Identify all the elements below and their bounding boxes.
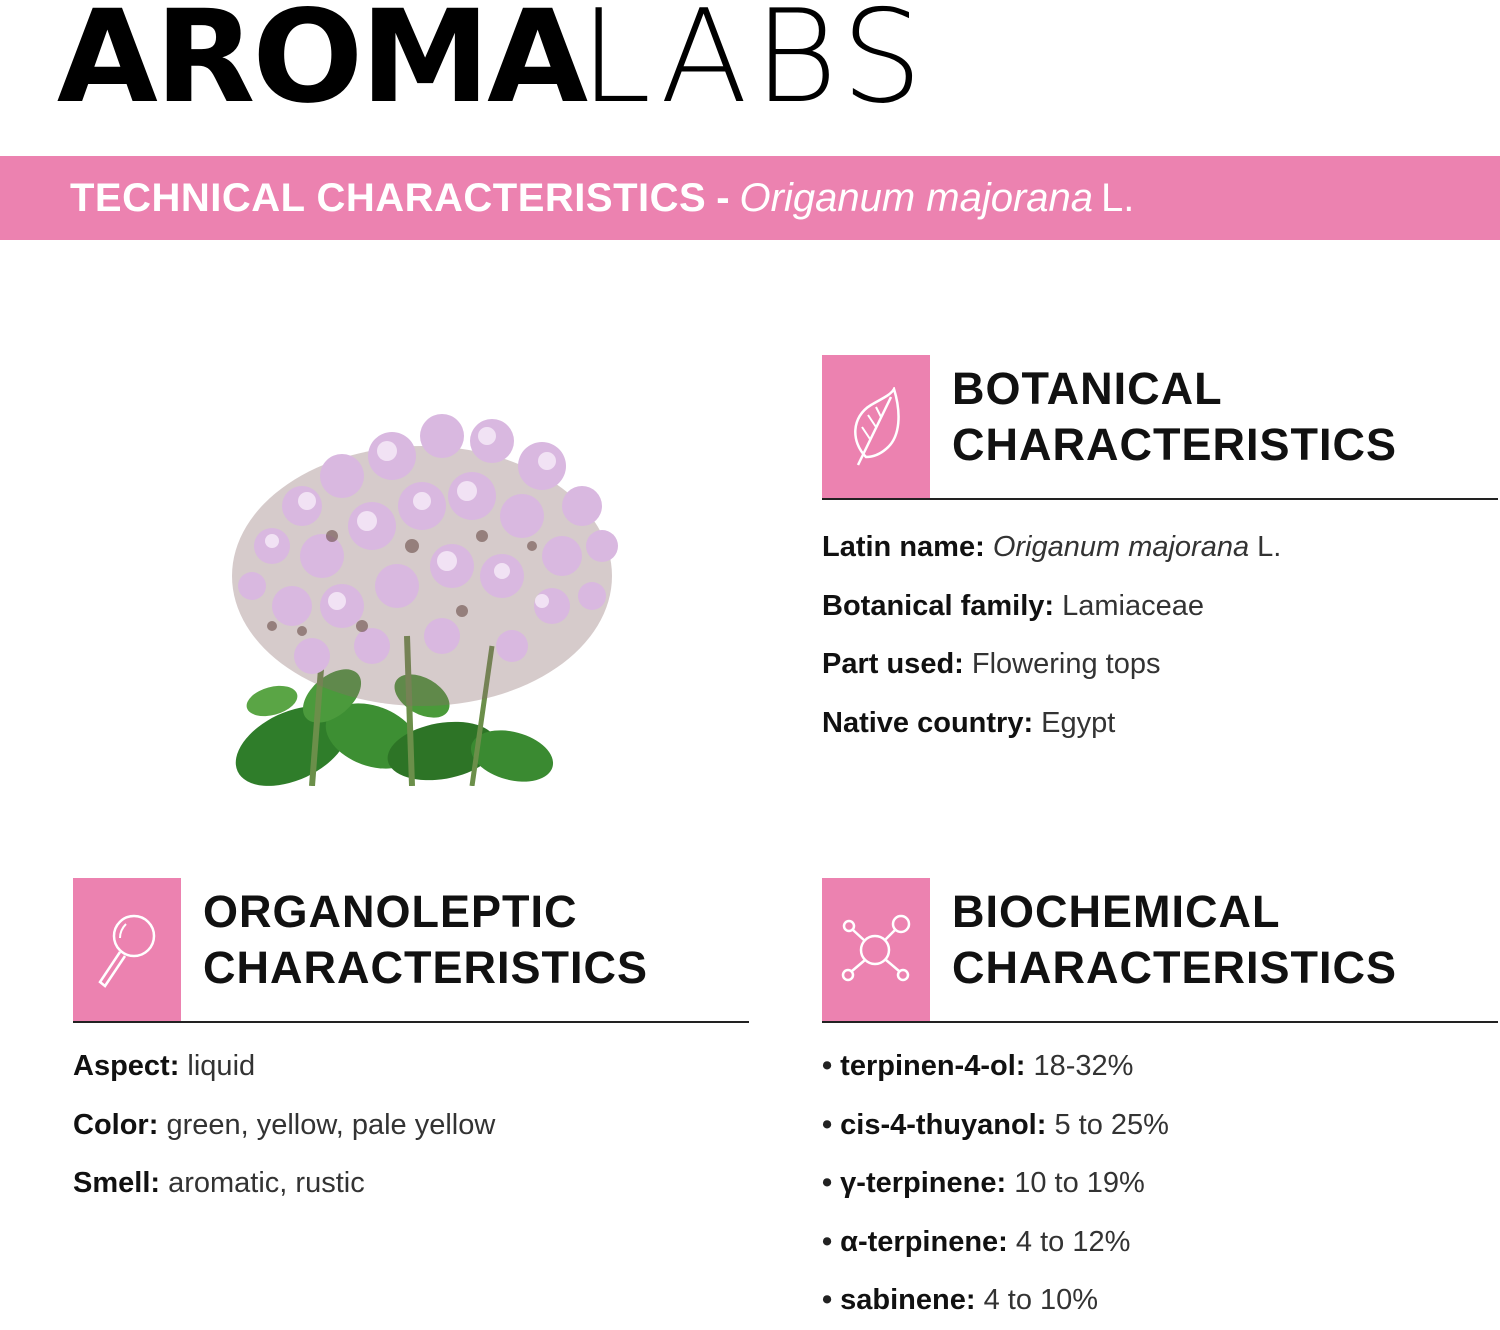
row-label: Part used: [822, 648, 964, 680]
organoleptic-section-header [73, 878, 749, 1021]
biochemical-section-header [822, 878, 1498, 1021]
biochemical-row [822, 1096, 1169, 1155]
biochemical-title-line1: BIOCHEMICAL [952, 886, 1281, 937]
row-value: 4 to 10% [983, 1284, 1099, 1316]
row-label: Botanical family: [822, 589, 1055, 622]
botanical-title [952, 361, 1397, 473]
row-label: γ-terpinene: [840, 1167, 1007, 1199]
botanical-row-family [822, 577, 1281, 636]
row-label: cis-4-thuyanol: [840, 1108, 1047, 1141]
biochemical-row [822, 1271, 1169, 1330]
row-value-suffix: L. [1249, 531, 1282, 563]
magnifier-icon [92, 910, 162, 990]
marjoram-plant-image [212, 396, 632, 786]
row-value: 18-32% [1033, 1050, 1134, 1082]
row-label: Latin name: [822, 531, 985, 563]
row-value: Flowering tops [971, 648, 1161, 680]
row-value: liquid [187, 1050, 256, 1082]
row-label: sabinene: [840, 1284, 976, 1316]
bullet: • [822, 1284, 833, 1316]
brand-logo [56, 0, 929, 132]
biochemical-row [822, 1154, 1169, 1213]
biochemical-details [822, 1037, 1169, 1330]
row-value: Egypt [1041, 706, 1116, 739]
organoleptic-row-smell [73, 1154, 495, 1213]
biochemical-row [822, 1037, 1169, 1096]
row-value: 4 to 12% [1015, 1225, 1131, 1258]
biochemical-title-line2: CHARACTERISTICS [952, 942, 1398, 993]
bullet: • [822, 1050, 833, 1082]
biochemical-title [952, 884, 1397, 996]
banner-separator: - [716, 175, 730, 220]
row-label: Smell: [73, 1167, 161, 1199]
molecule-icon [839, 913, 913, 987]
row-value: Lamiaceae [1062, 589, 1204, 622]
title-banner [0, 156, 1500, 240]
organoleptic-details [73, 1037, 495, 1213]
bullet: • [822, 1167, 833, 1199]
botanical-section-header [822, 355, 1498, 498]
organoleptic-icon-box [73, 878, 181, 1021]
botanical-divider [822, 498, 1498, 500]
organoleptic-divider [73, 1021, 749, 1023]
row-label: Aspect: [73, 1050, 180, 1082]
botanical-icon-box [822, 355, 930, 498]
banner-title: TECHNICAL CHARACTERISTICS [70, 175, 707, 220]
plant-flowers [232, 414, 618, 706]
organoleptic-title-line1: ORGANOLEPTIC [203, 886, 578, 937]
row-value: 10 to 19% [1014, 1167, 1145, 1199]
biochemical-row [822, 1213, 1169, 1272]
brand-logo-bold: AROMA [56, 0, 586, 132]
bullet: • [822, 1225, 833, 1258]
row-value: green, yellow, pale yellow [166, 1108, 496, 1141]
brand-logo-light [579, 0, 929, 132]
row-value: aromatic, rustic [168, 1167, 365, 1199]
bullet: • [822, 1108, 833, 1141]
botanical-row-part-used [822, 635, 1281, 694]
row-label: Native country: [822, 706, 1034, 739]
row-value-italic: Origanum majorana [992, 531, 1250, 563]
organoleptic-row-color [73, 1096, 495, 1155]
botanical-details [822, 518, 1281, 752]
biochemical-divider [822, 1021, 1498, 1023]
leaf-icon [846, 387, 906, 467]
banner-latin-name: Origanum majorana [739, 175, 1094, 220]
biochemical-icon-box [822, 878, 930, 1021]
row-label: α-terpinene: [840, 1225, 1008, 1258]
row-value: 5 to 25% [1054, 1108, 1169, 1141]
botanical-row-latin-name [822, 518, 1281, 577]
organoleptic-row-aspect [73, 1037, 495, 1096]
brand-logo-light-text: LABS [579, 0, 929, 132]
botanical-row-native-country [822, 694, 1281, 753]
row-label: Color: [73, 1108, 159, 1141]
row-label: terpinen-4-ol: [840, 1050, 1026, 1082]
banner-latin-suffix: L. [1101, 175, 1135, 220]
botanical-title-line1: BOTANICAL [952, 363, 1223, 414]
organoleptic-title-line2: CHARACTERISTICS [203, 942, 649, 993]
botanical-title-line2: CHARACTERISTICS [952, 419, 1398, 470]
organoleptic-title [203, 884, 648, 996]
